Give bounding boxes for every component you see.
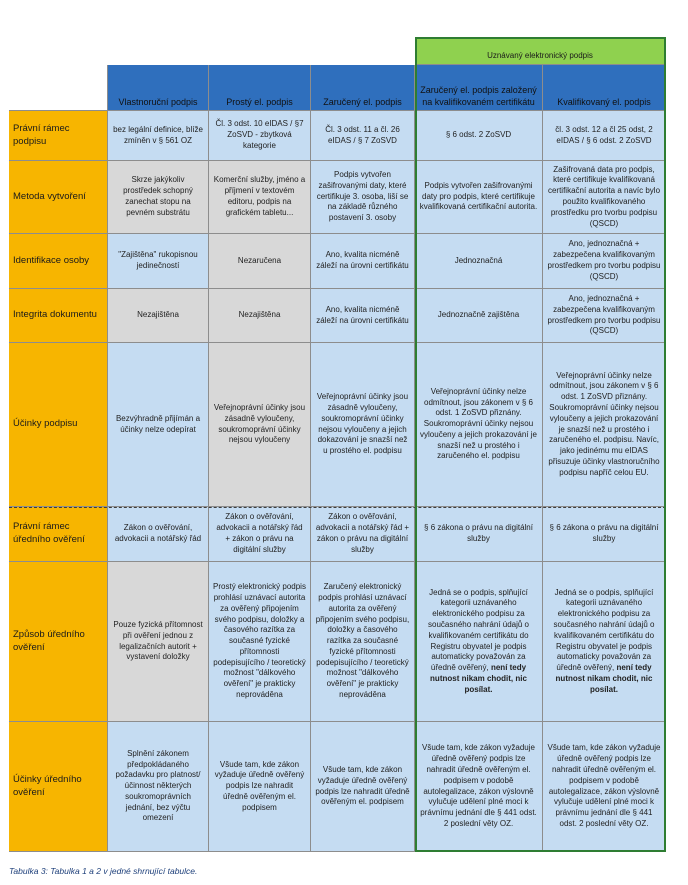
row-header: Identifikace osoby bbox=[9, 234, 108, 289]
table-cell: Prostý elektronický podpis prohlásí uznávací autorita za ověřený připojením svého podpisu, doložky a časového razítka za současné fyzické přítomnosti podepisujícího / teoretický možnost "dálkového ověření" je prakticky neprováděna bbox=[209, 562, 311, 722]
table-caption: Tabulka 3: Tabulka 1 a 2 v jedné shrnující tabulce. bbox=[9, 866, 198, 876]
column-header: Zaručený el. podpis bbox=[311, 65, 415, 111]
table-cell: § 6 odst. 2 ZoSVD bbox=[415, 111, 543, 161]
table-cell: Veřejnoprávní účinky nelze odmítnout, jsou zákonem v § 6 odst. 1 ZoSVD přiznány. Soukromoprávní účinky nejsou vyloučeny a jejich prokazování je snazší než u prostého i zaručeného el. podpisu. Navíc, jako jedinému mu eIDAS přisuzuje účinky vlastnoručního podpisu napříč celou EU. bbox=[543, 343, 666, 507]
cell-bold-text: není tedy nutnost nikam chodit, nic posílat. bbox=[430, 663, 527, 694]
column-header: Prostý el. podpis bbox=[209, 65, 311, 111]
table-cell: Ano, kvalita nicméně záleží na úrovni certifikátu bbox=[311, 234, 415, 289]
table-cell: Splnění zákonem předpokládaného požadavku pro platnost/účinnost některých soukromoprávních jednání, bez výčtu omezení bbox=[108, 722, 209, 852]
table-cell: Veřejnoprávní účinky jsou zásadně vyloučeny, soukromoprávní účinky nejsou vyloučeny a jejich dokazování je snazší než u prostého el. podpisu bbox=[311, 343, 415, 507]
row-header: Účinky úředního ověření bbox=[9, 722, 108, 852]
column-header: Zaručený el. podpis založený na kvalifikovaném certifikátu bbox=[415, 65, 543, 111]
table-cell: Komerční služby, jméno a příjmení v textovém editoru, podpis na grafickém tabletu... bbox=[209, 161, 311, 234]
table-cell: Skrze jakýkoliv prostředek schopný zanechat stopu na pevném substrátu bbox=[108, 161, 209, 234]
table-cell: Podpis vytvořen zašifrovanými daty pro podpis, které certifikuje kvalifikovaná certifikační autorita. bbox=[415, 161, 543, 234]
section-divider bbox=[9, 507, 666, 508]
table-cell: bez legální definice, blíže zmíněn v § 561 OZ bbox=[108, 111, 209, 161]
row-header: Metoda vytvoření bbox=[9, 161, 108, 234]
table-cell bbox=[543, 562, 666, 722]
row-header: Způsob úředního ověření bbox=[9, 562, 108, 722]
table-cell: § 6 zákona o právu na digitální služby bbox=[543, 507, 666, 562]
table-cell: Bezvýhradně přijímán a účinky nelze odepírat bbox=[108, 343, 209, 507]
table-cell: čl. 3 odst. 12 a čl 25 odst, 2 eIDAS / § 6 odst. 2 ZoSVD bbox=[543, 111, 666, 161]
table-cell: Nezaručena bbox=[209, 234, 311, 289]
table-cell: Zákon o ověřování, advokacii a notářský řád + zákon o právu na digitální služby bbox=[311, 507, 415, 562]
table-cell: Zákon o ověřování, advokacii a notářský řád bbox=[108, 507, 209, 562]
table-cell: Podpis vytvořen zašifrovanými daty, které certifikuje 3. osoba, liší se na základě různého postavení 3. osoby bbox=[311, 161, 415, 234]
table-cell: Ano, jednoznačná + zabezpečena kvalifikovaným prostředkem pro tvorbu podpisu (QSCD) bbox=[543, 234, 666, 289]
column-header: Kvalifikovaný el. podpis bbox=[543, 65, 666, 111]
comparison-table bbox=[9, 37, 666, 852]
column-header: Vlastnoruční podpis bbox=[108, 65, 209, 111]
group-header: Uznávaný elektronický podpis bbox=[415, 37, 666, 65]
table-cell: Nezajištěna bbox=[209, 289, 311, 343]
table-cell: Pouze fyzická přítomnost při ověření jednou z legalizačních autorit + vystavení doložky bbox=[108, 562, 209, 722]
row-header: Právní rámec úředního ověření bbox=[9, 507, 108, 562]
table-cell: "Zajištěna" rukopisnou jedinečností bbox=[108, 234, 209, 289]
table-cell: Všude tam, kde zákon vyžaduje úředně ověřený podpis lze nahradit úředně ověřeným el. podpisem v podobě autolegalizace, zákon výslovně vylučuje udělení plné moci k právnímu jednání dle § 441 odst. 2 poslední věty OZ. bbox=[543, 722, 666, 852]
row-header: Integrita dokumentu bbox=[9, 289, 108, 343]
table-cell bbox=[415, 562, 543, 722]
table-cell: Veřejnoprávní účinky jsou zásadně vyloučeny, soukromoprávní účinky nejsou vyloučeny bbox=[209, 343, 311, 507]
table-cell: Všude tam, kde zákon vyžaduje úředně ověřený podpis lze nahradit úředně ověřeným el. podpisem bbox=[311, 722, 415, 852]
cell-normal-text: Jedná se o podpis, splňující kategorii uznávaného elektronického podpisu za současného nahrání údajů o kvalifikovaném certifikátu do Registru obyvatel je podpis automaticky považován za úředně ověřený, bbox=[553, 587, 655, 673]
table-cell: Nezajištěna bbox=[108, 289, 209, 343]
table-cell: Všude tam, kde zákon vyžaduje úředně ověřený podpis lze nahradit úředně ověřeným el. podpisem v podobě autolegalizace, zákon výslovně vylučuje udělení plné moci k právnímu jednání dle § 441 odst. 2 poslední věty OZ. bbox=[415, 722, 543, 852]
table-cell: Jednoznačně zajištěna bbox=[415, 289, 543, 343]
table-cell: Čl. 3 odst. 10 eIDAS / §7 ZoSVD - zbytková kategorie bbox=[209, 111, 311, 161]
table-cell: Ano, kvalita nicméně záleží na úrovni certifikátu bbox=[311, 289, 415, 343]
cell-bold-text: není tedy nutnost nikam chodit, nic posílat. bbox=[555, 663, 653, 694]
table-cell: Veřejnoprávní účinky nelze odmítnout, jsou zákonem v § 6 odst. 1 ZoSVD přiznány. Soukromoprávní účinky nejsou vyloučeny a jejich prokazování je snazší než u prostého i zaručeného el. podpisu bbox=[415, 343, 543, 507]
row-header: Účinky podpisu bbox=[9, 343, 108, 507]
table-cell: Ano, jednoznačná + zabezpečena kvalifikovaným prostředkem pro tvorbu podpisu (QSCD) bbox=[543, 289, 666, 343]
table-cell: Zašifrovaná data pro podpis, které certifikuje kvalifikovaná certifikační autorita a navíc bylo použito kvalifikovaného prostředku pro tvorbu podpisu (QSCD) bbox=[543, 161, 666, 234]
row-header: Právní rámec podpisu bbox=[9, 111, 108, 161]
table-cell: Zákon o ověřování, advokacii a notářský řád + zákon o právu na digitální služby bbox=[209, 507, 311, 562]
cell-normal-text: Jedná se o podpis, splňující kategorii uznávaného elektronického podpisu za současného nahrání údajů o kvalifikovaném certifikátu do Registru obyvatel je podpis automaticky považován za úředně ověřený, bbox=[428, 587, 529, 673]
table-cell: Zaručený elektronický podpis prohlásí uznávací autorita za ověřený připojením svého podpisu, doložky a časového razítka za současné fyzické přítomnosti podepisujícího / teoretický možnost "dálkového ověření" je prakticky neprováděna bbox=[311, 562, 415, 722]
table-cell: Všude tam, kde zákon vyžaduje úředně ověřený podpis lze nahradit úředně ověřeným el. podpisem bbox=[209, 722, 311, 852]
row-header-corner bbox=[9, 65, 108, 111]
table-cell: § 6 zákona o právu na digitální služby bbox=[415, 507, 543, 562]
cell-text bbox=[419, 588, 538, 696]
table-cell: Čl. 3 odst. 11 a čl. 26 eIDAS / § 7 ZoSVD bbox=[311, 111, 415, 161]
table-cell: Jednoznačná bbox=[415, 234, 543, 289]
cell-text bbox=[547, 588, 661, 696]
